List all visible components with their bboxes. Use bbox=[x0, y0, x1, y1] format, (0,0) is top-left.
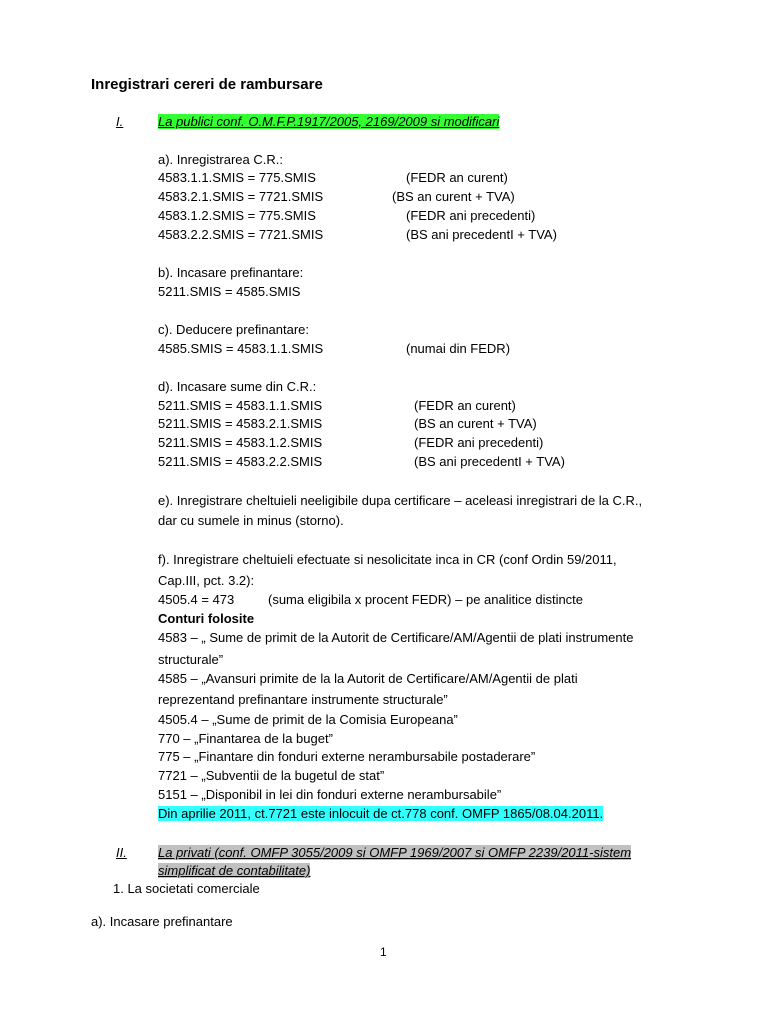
highlight-note bbox=[158, 805, 603, 823]
account-line-8: 7721 – „Subventii de la bugetul de stat” bbox=[158, 768, 385, 783]
subsection-a-heading: a). Inregistrarea C.R.: bbox=[158, 152, 283, 167]
a-note-2: (BS an curent + TVA) bbox=[392, 189, 515, 204]
d-note-3: (FEDR ani precedenti) bbox=[414, 435, 544, 450]
d-note-4: (BS ani precedentI + TVA) bbox=[414, 454, 565, 469]
document-title: Inregistrari cereri de rambursare bbox=[91, 76, 323, 93]
subsection-e-line-1: e). Inregistrare cheltuieli neeligibile dupa certificare – aceleasi inregistrari de la C.R., bbox=[158, 493, 643, 508]
account-line-1: 4583 – „ Sume de primit de la Autorit de Certificare/AM/Agentii de plati instrumente bbox=[158, 630, 634, 645]
c-note: (numai din FEDR) bbox=[406, 341, 511, 356]
section-2-heading-line-1 bbox=[158, 844, 631, 862]
subsection-c-heading: c). Deducere prefinantare: bbox=[158, 322, 310, 337]
section-2-subsection-a: a). Incasare prefinantare bbox=[91, 914, 233, 929]
a-entry-3: 4583.1.2.SMIS = 775.SMIS bbox=[158, 208, 316, 223]
account-line-7: 775 – „Finantare din fonduri externe nerambursabile postaderare” bbox=[158, 749, 536, 764]
account-line-6: 770 – „Finantarea de la buget” bbox=[158, 731, 333, 746]
section-2-item-1: 1. La societati comerciale bbox=[113, 881, 260, 896]
b-entry: 5211.SMIS = 4585.SMIS bbox=[158, 284, 301, 299]
a-entry-2: 4583.2.1.SMIS = 7721.SMIS bbox=[158, 189, 324, 204]
highlight-note-text: Din aprilie 2011, ct.7721 este inlocuit de ct.778 conf. OMFP 1865/08.04.2011. bbox=[158, 806, 604, 821]
f-entry: 4505.4 = 473 bbox=[158, 592, 235, 607]
d-entry-2: 5211.SMIS = 4583.2.1.SMIS bbox=[158, 416, 323, 431]
account-line-4: reprezentand prefinantare instrumente structurale” bbox=[158, 692, 448, 707]
c-entry: 4585.SMIS = 4583.1.1.SMIS bbox=[158, 341, 324, 356]
a-entry-1: 4583.1.1.SMIS = 775.SMIS bbox=[158, 170, 316, 185]
subsection-d-heading: d). Incasare sume din C.R.: bbox=[158, 379, 317, 394]
subsection-b-heading: b). Incasare prefinantare: bbox=[158, 265, 304, 280]
account-line-3: 4585 – „Avansuri primite de la la Autorit de Certificare/AM/Agentii de plati bbox=[158, 671, 578, 686]
a-note-4: (BS ani precedentI + TVA) bbox=[406, 227, 557, 242]
subsection-f-line-1: f). Inregistrare cheltuieli efectuate si nesolicitate inca in CR (conf Ordin 59/2011, bbox=[158, 552, 617, 567]
subsection-e-line-2: dar cu sumele in minus (storno). bbox=[158, 513, 344, 528]
accounts-heading: Conturi folosite bbox=[158, 611, 255, 626]
d-note-2: (BS an curent + TVA) bbox=[414, 416, 537, 431]
a-entry-4: 4583.2.2.SMIS = 7721.SMIS bbox=[158, 227, 324, 242]
a-note-3: (FEDR ani precedenti) bbox=[406, 208, 536, 223]
d-note-1: (FEDR an curent) bbox=[414, 398, 516, 413]
subsection-f-line-2: Cap.III, pct. 3.2): bbox=[158, 573, 255, 588]
section-2-heading-text-2: simplificat de contabilitate) bbox=[158, 863, 311, 878]
section-2-heading-line-2 bbox=[158, 862, 310, 880]
page-number: 1 bbox=[380, 945, 387, 959]
account-line-9: 5151 – „Disponibil in lei din fonduri externe nerambursabile” bbox=[158, 787, 502, 802]
account-line-2: structurale” bbox=[158, 652, 224, 667]
section-1-heading-text: La publici conf. O.M.F.P.1917/2005, 2169/2009 si modificari bbox=[158, 114, 500, 129]
d-entry-3: 5211.SMIS = 4583.1.2.SMIS bbox=[158, 435, 323, 450]
account-line-5: 4505.4 – „Sume de primit de la Comisia Europeana” bbox=[158, 712, 458, 727]
d-entry-4: 5211.SMIS = 4583.2.2.SMIS bbox=[158, 454, 323, 469]
f-entry-note: (suma eligibila x procent FEDR) – pe analitice distincte bbox=[268, 592, 584, 607]
section-2-number: II. bbox=[116, 845, 127, 860]
section-1-heading bbox=[158, 113, 499, 131]
a-note-1: (FEDR an curent) bbox=[406, 170, 508, 185]
section-2-heading-text-1: La privati (conf. OMFP 3055/2009 si OMFP 1969/2007 si OMFP 2239/2011-sistem bbox=[158, 845, 632, 860]
d-entry-1: 5211.SMIS = 4583.1.1.SMIS bbox=[158, 398, 323, 413]
section-1-number: I. bbox=[116, 114, 124, 129]
